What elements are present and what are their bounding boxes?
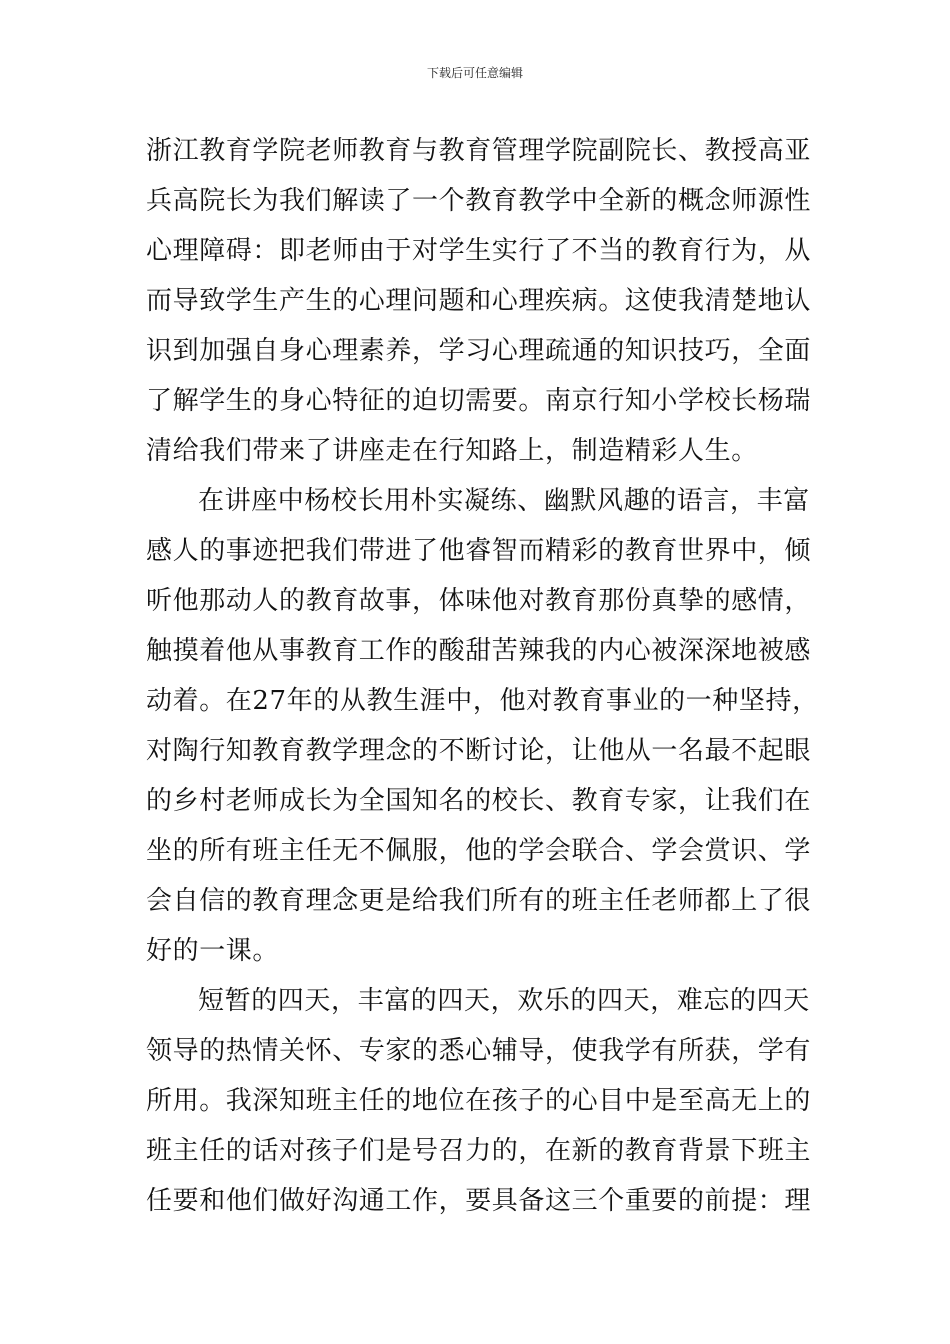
text-line: 任要和他们做好沟通工作，要具备这三个重要的前提：理 — [146, 1186, 812, 1216]
text-line: 触摸着他从事教育工作的酸甜苦辣我的内心被深深地被感 — [146, 636, 812, 666]
text-line: 对陶行知教育教学理念的不断讨论，让他从一名最不起眼 — [146, 736, 812, 766]
text-line: 领导的热情关怀、专家的悉心辅导，使我学有所获，学有 — [146, 1036, 812, 1066]
paragraph-first-line: 短暂的四天，丰富的四天，欢乐的四天，难忘的四天 — [198, 986, 810, 1016]
text-line: 感人的事迹把我们带进了他睿智而精彩的教育世界中，倾 — [146, 536, 812, 566]
text-line: 清给我们带来了讲座走在行知路上，制造精彩人生。 — [146, 436, 758, 466]
text-line: 坐的所有班主任无不佩服，他的学会联合、学会赏识、学 — [146, 836, 812, 866]
text-line: 了解学生的身心特征的迫切需要。南京行知小学校长杨瑞 — [146, 386, 812, 416]
text-line: 好的一课。 — [146, 936, 280, 966]
paragraph-first-line: 在讲座中杨校长用朴实凝练、幽默风趣的语言，丰富 — [198, 486, 810, 516]
page-header: 下载后可任意编辑 — [426, 66, 523, 80]
text-line: 动着。在27年的从教生涯中，他对教育事业的一种坚持， — [146, 686, 819, 716]
text-line: 所用。我深知班主任的地位在孩子的心目中是至高无上的 — [146, 1086, 812, 1116]
text-line: 听他那动人的教育故事，体味他对教育那份真挚的感情， — [146, 586, 812, 616]
text-line: 兵高院长为我们解读了一个教育教学中全新的概念师源性 — [146, 186, 812, 216]
text-line: 班主任的话对孩子们是号召力的，在新的教育背景下班主 — [146, 1136, 812, 1166]
text-line: 会自信的教育理念更是给我们所有的班主任老师都上了很 — [146, 886, 812, 916]
text-line: 心理障碍：即老师由于对学生实行了不当的教育行为，从 — [146, 236, 812, 266]
text-line: 浙江教育学院老师教育与教育管理学院副院长、教授高亚 — [146, 136, 812, 166]
text-line: 识到加强自身心理素养，学习心理疏通的知识技巧，全面 — [146, 336, 812, 366]
text-line: 而导致学生产生的心理问题和心理疾病。这使我清楚地认 — [146, 286, 812, 316]
document-body — [146, 126, 819, 1226]
text-line: 的乡村老师成长为全国知名的校长、教育专家，让我们在 — [146, 786, 812, 816]
